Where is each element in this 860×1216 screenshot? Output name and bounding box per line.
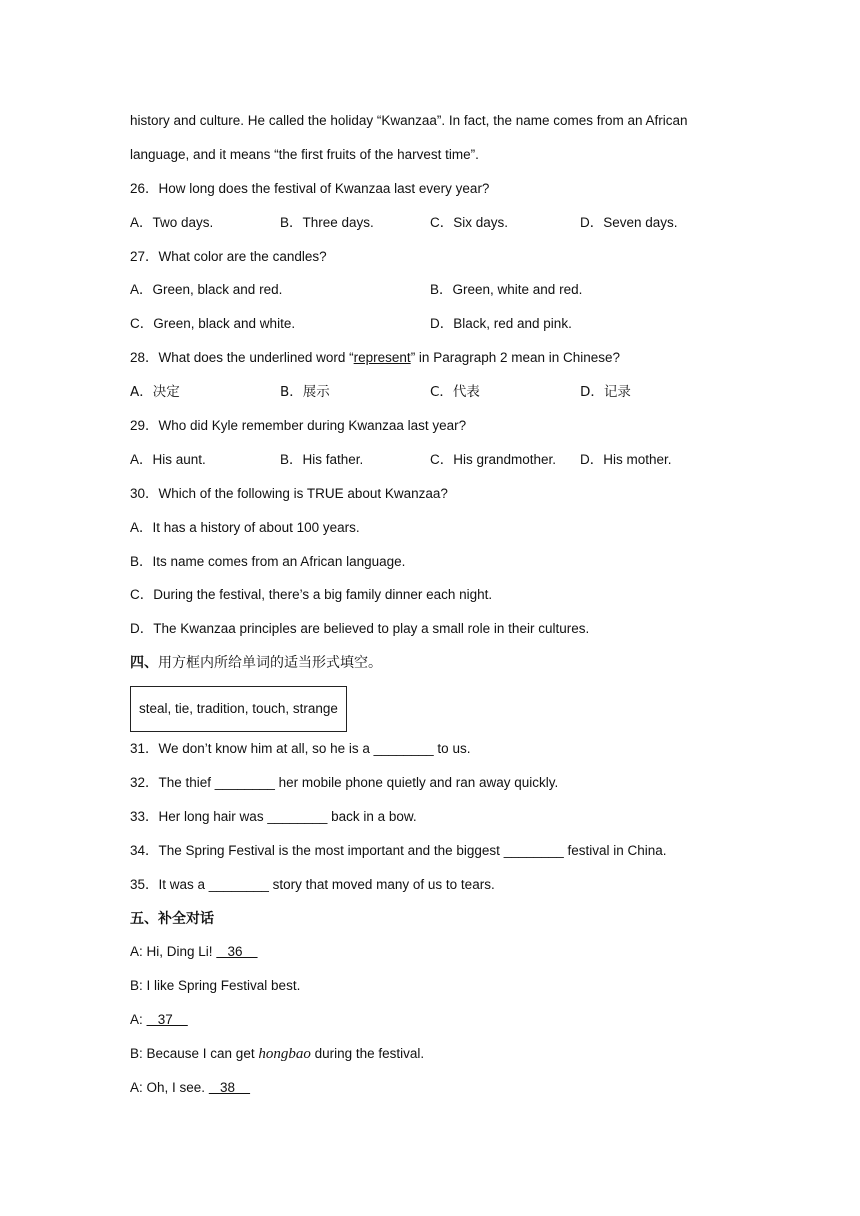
- option: D．记录: [580, 384, 631, 401]
- option: B．展示: [280, 384, 330, 401]
- section-title: 用方框内所给单词的适当形式填空。: [158, 655, 382, 672]
- fill-item: 35．It was a ________ story that moved many of us to tears.: [130, 876, 495, 892]
- option: A．决定: [130, 384, 180, 401]
- section-number: 四、: [130, 655, 158, 672]
- passage-line: language, and it means “the first fruits of the harvest time”.: [130, 146, 479, 162]
- question-stem: 29．Who did Kyle remember during Kwanzaa last year?: [130, 418, 467, 434]
- question-stem: 26．How long does the festival of Kwanzaa last every year?: [130, 180, 490, 196]
- option: C．Six days.: [430, 214, 509, 230]
- section-heading: 五、补全对话: [130, 910, 214, 927]
- fill-item: 32．The thief ________ her mobile phone quietly and ran away quickly.: [130, 775, 559, 791]
- stem-text: 28．What does the underlined word “: [130, 350, 354, 366]
- dialogue-line: [130, 1075, 750, 1109]
- dialogue-text: during the festival.: [310, 1046, 425, 1062]
- passage-line: history and culture. He called the holiday “Kwanzaa”. In fact, the name comes from an African: [130, 113, 688, 128]
- question-stem: [130, 345, 750, 379]
- question-stem: 30．Which of the following is TRUE about Kwanzaa?: [130, 485, 448, 501]
- dialogue-line: [130, 1007, 750, 1041]
- answer-blank: 36: [216, 944, 258, 960]
- answer-blank: 37: [146, 1012, 188, 1028]
- dialogue-text: B: Because I can get: [130, 1046, 259, 1062]
- option: A．His aunt.: [130, 451, 206, 467]
- fill-item: 33．Her long hair was ________ back in a bow.: [130, 808, 417, 824]
- word-box: steal, tie, tradition, touch, strange: [130, 686, 347, 732]
- option: A．Two days.: [130, 214, 214, 230]
- option: C．His grandmother.: [430, 451, 557, 467]
- options-row: [130, 210, 750, 244]
- option: A．It has a history of about 100 years.: [130, 519, 360, 535]
- dialogue-line: [130, 939, 750, 973]
- option: D．Black, red and pink.: [430, 316, 572, 332]
- italic-word: hongbao: [258, 1046, 311, 1063]
- fill-item: 34．The Spring Festival is the most important and the biggest ________ festival in China.: [130, 842, 667, 858]
- option: D．The Kwanzaa principles are believed to play a small role in their cultures.: [130, 621, 590, 637]
- option: B．Green, white and red.: [430, 282, 583, 298]
- options-row: [130, 311, 750, 345]
- option: B．Three days.: [280, 214, 374, 230]
- option: B．Its name comes from an African language.: [130, 553, 406, 569]
- fill-item: 31．We don’t know him at all, so he is a ________ to us.: [130, 741, 471, 757]
- option: D．Seven days.: [580, 214, 678, 230]
- document-page: [130, 108, 750, 1109]
- question-stem: 27．What color are the candles?: [130, 248, 327, 264]
- dialogue-line: B: I like Spring Festival best.: [130, 978, 301, 994]
- options-row: [130, 277, 750, 311]
- dialogue-line: [130, 1041, 750, 1075]
- option: C．代表: [430, 384, 480, 401]
- option: B．His father.: [280, 451, 364, 467]
- option: D．His mother.: [580, 451, 672, 467]
- underlined-word: represent: [353, 350, 411, 366]
- stem-text: ” in Paragraph 2 mean in Chinese?: [410, 350, 621, 366]
- dialogue-text: A:: [130, 1012, 147, 1028]
- option: C．Green, black and white.: [130, 316, 296, 332]
- section-heading: [130, 650, 750, 684]
- option: A．Green, black and red.: [130, 282, 283, 298]
- word-box-row: [130, 684, 750, 736]
- option: C．During the festival, there’s a big family dinner each night.: [130, 587, 493, 603]
- dialogue-text: A: Oh, I see.: [130, 1080, 209, 1096]
- options-row: [130, 379, 750, 413]
- options-row: [130, 447, 750, 481]
- dialogue-text: A: Hi, Ding Li!: [130, 944, 217, 960]
- answer-blank: 38: [208, 1080, 251, 1096]
